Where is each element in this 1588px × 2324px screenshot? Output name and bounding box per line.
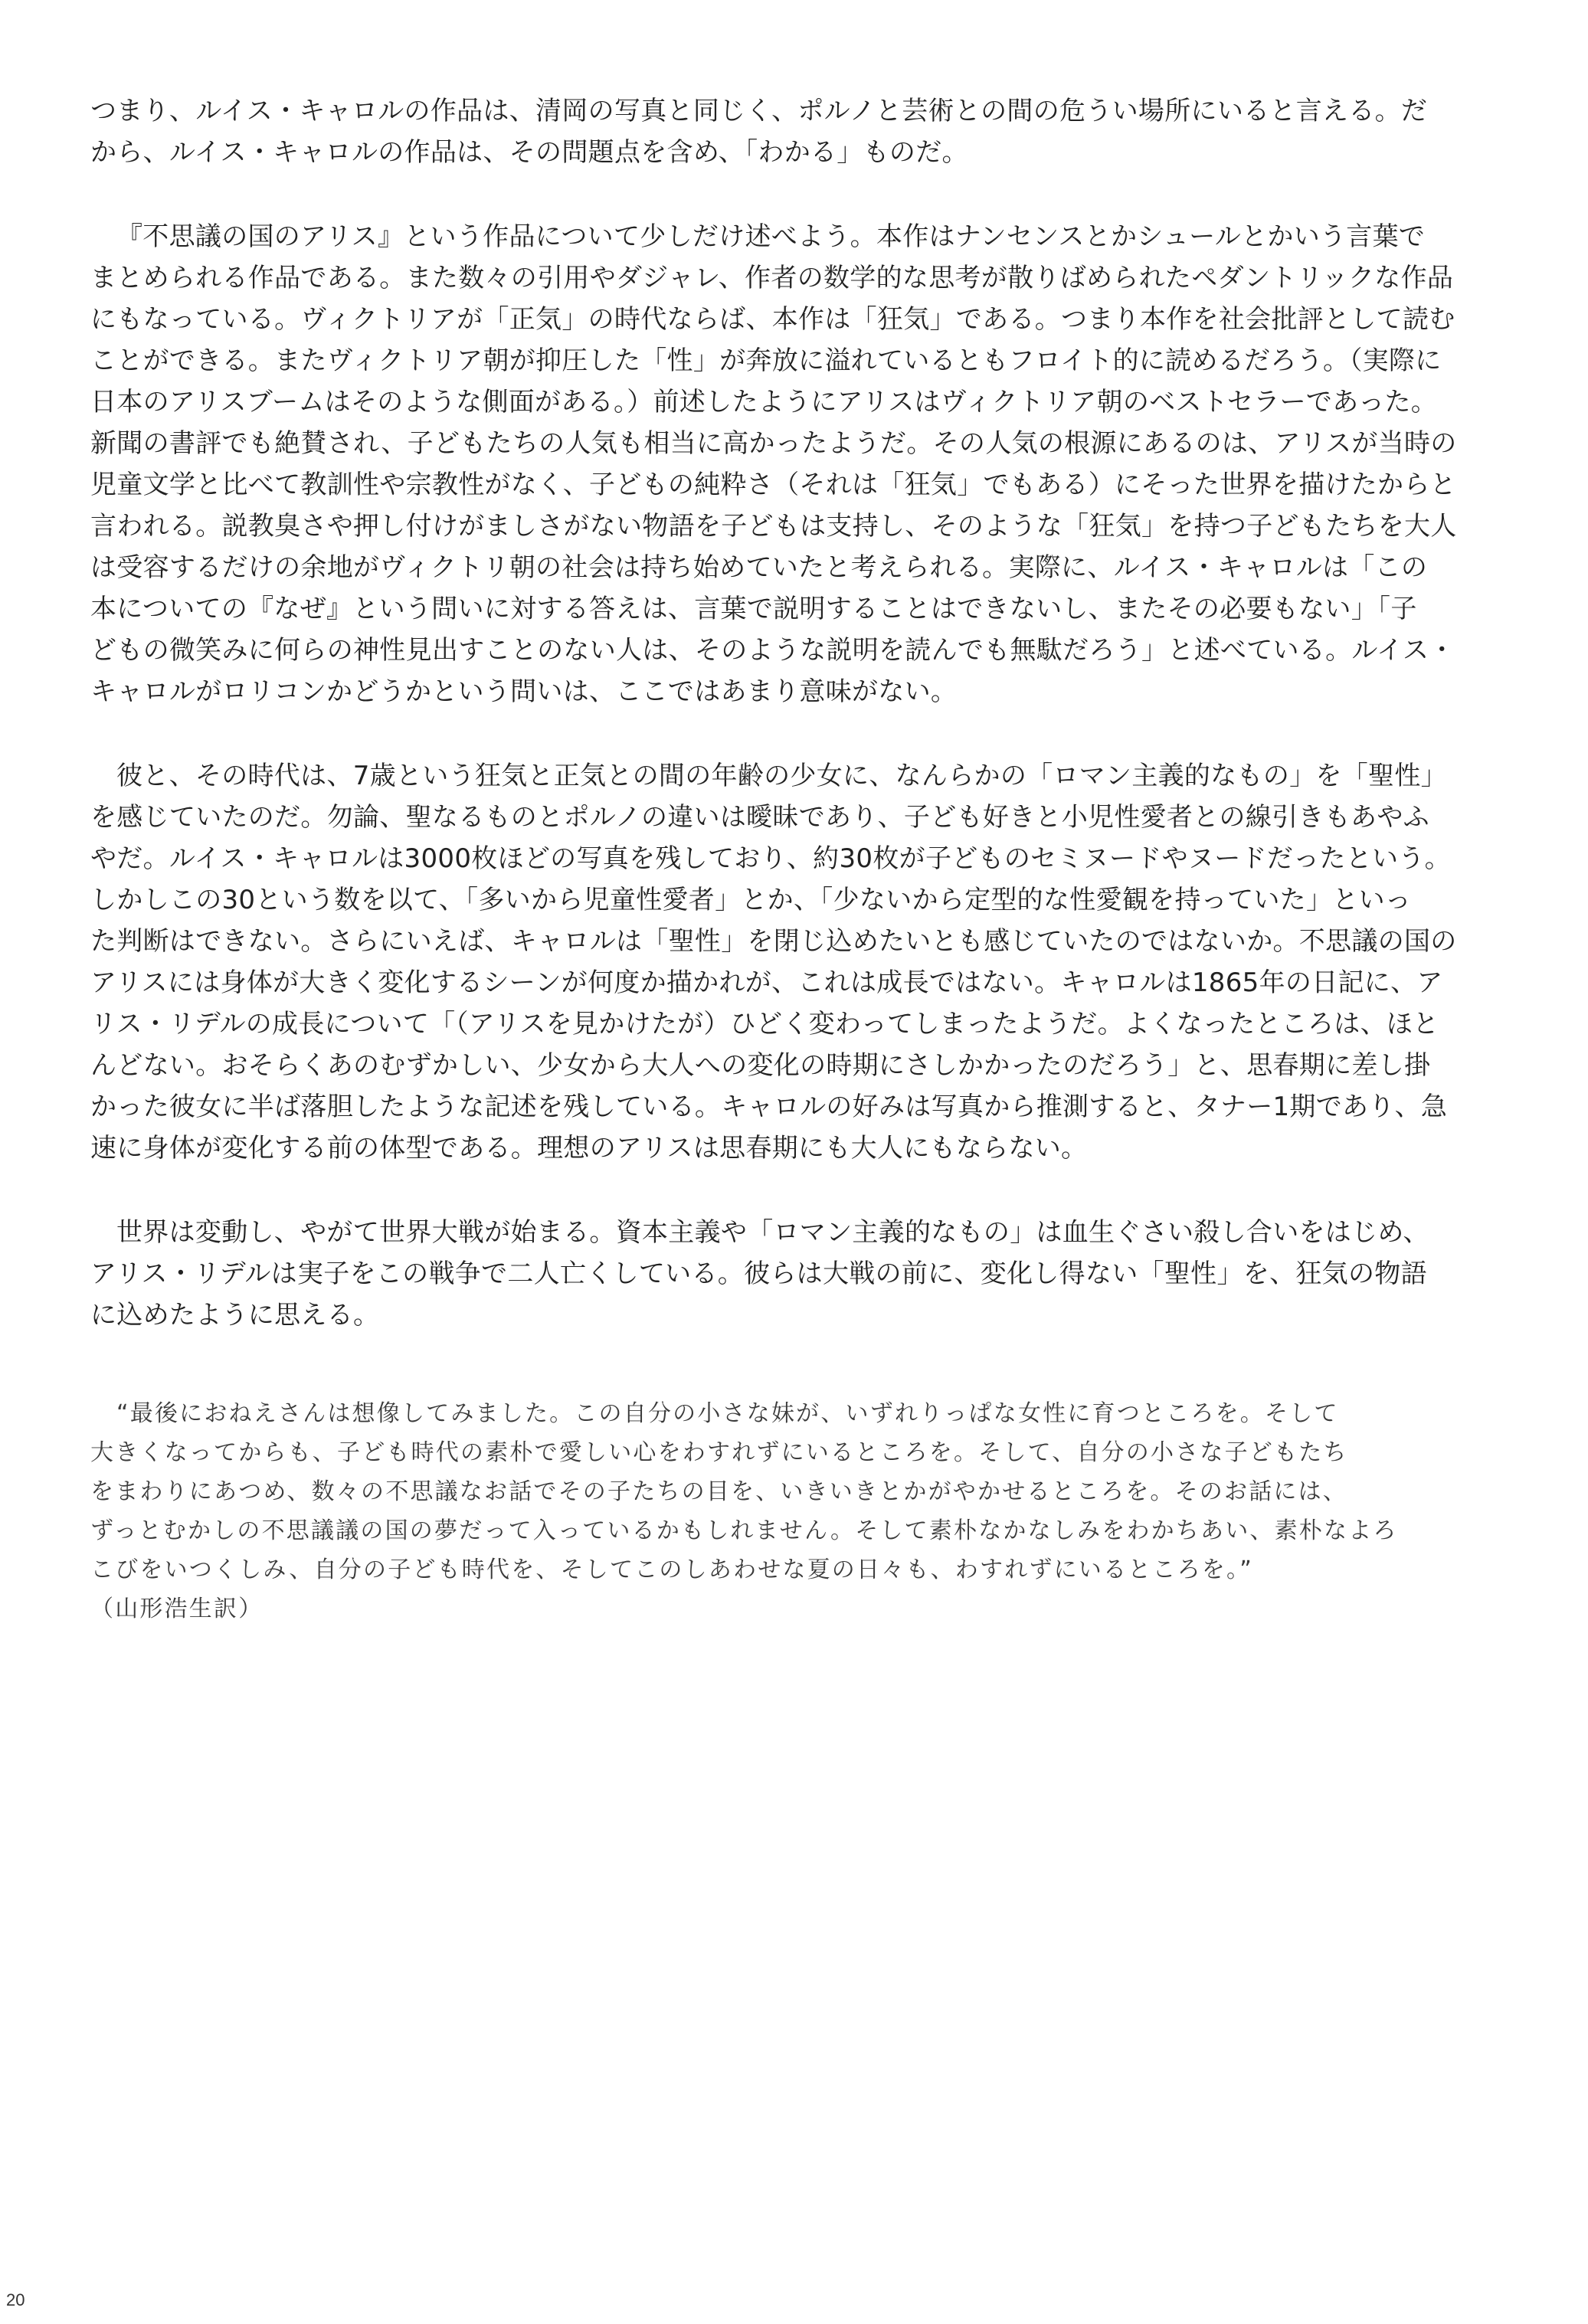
paragraph-3 — [90, 755, 1508, 1169]
essay-body — [90, 90, 1508, 1379]
text-line: 本についての『なぜ』という問いに対する答えは、言葉で説明することはできないし、またその必要もない」「子 — [90, 594, 1417, 624]
text-line: どもの微笑みに何らの神性見出すことのない人は、そのような説明を読んでも無駄だろう」と述べている。ルイス・ — [90, 635, 1455, 666]
paragraph-2 — [90, 216, 1508, 712]
quote-line: 大きくなってからも、子ども時代の素朴で愛しい心をわすれずにいるところを。そして、自分の小さな子どもたち — [90, 1439, 1348, 1466]
text-line: は受容するだけの余地がヴィクトリ朝の社会は持ち始めていたと考えられる。実際に、ルイス・キャロルは「この — [90, 552, 1428, 583]
quote-line: をまわりにあつめ、数々の不思議なお話でその子たちの目を、いきいきとかがやかせるところを。そのお話には、 — [90, 1478, 1347, 1505]
text-line: に込めたように思える。 — [90, 1300, 380, 1331]
text-line: 児童文学と比べて教訓性や宗教性がなく、子どもの純粋さ（それは「狂気」でもある）にそった世界を描けたからと — [90, 470, 1456, 500]
text-line: 彼と、その時代は、7歳という狂気と正気との間の年齢の少女に、なんらかの「ロマン主義的なもの」を「聖性」 — [116, 761, 1447, 791]
text-line: キャロルがロリコンかどうかという問いは、ここではあまり意味がない。 — [90, 676, 958, 707]
text-line: た判断はできない。さらにいえば、キャロルは「聖性」を閉じ込めたいとも感じていたのではないか。不思議の国の — [90, 926, 1457, 957]
text-line: 世界は変動し、やがて世界大戦が始まる。資本主義や「ロマン主義的なもの」は血生ぐさい殺し合いをはじめ、 — [116, 1217, 1429, 1248]
text-line: つまり、ルイス・キャロルの作品は、清岡の写真と同じく、ポルノと芸術との間の危うい場所にいると言える。だ — [90, 96, 1428, 126]
text-line: やだ。ルイス・キャロルは3000枚ほどの写真を残しており、約30枚が子どものセミヌードやヌードだったという。 — [90, 843, 1451, 874]
closing-quote — [90, 1394, 1515, 1628]
text-line: 速に身体が変化する前の体型である。理想のアリスは思春期にも大人にもならない。 — [90, 1133, 1088, 1164]
text-line: ことができる。またヴィクトリア朝が抑圧した「性」が奔放に溢れているともフロイト的に読めるだろう。（実際に — [90, 345, 1442, 376]
text-line: まとめられる作品である。また数々の引用やダジャレ、作者の数学的な思考が散りばめられたペダントリックな作品 — [90, 263, 1454, 293]
text-line: かった彼女に半ば落胆したような記述を残している。キャロルの好みは写真から推測すると、タナー1期であり、急 — [90, 1092, 1448, 1122]
quote-line: ずっとむかしの不思議議の国の夢だって入っているかもしれません。そして素朴なかなしみをわかちあい、素朴なよろ — [90, 1517, 1398, 1544]
text-line: 日本のアリスブームはそのような側面がある。）前述したようにアリスはヴィクトリア朝のベストセラーであった。 — [90, 387, 1438, 417]
text-line: 言われる。説教臭さや押し付けがましさがない物語を子どもは支持し、そのような「狂気」を持つ子どもたちを大人 — [90, 511, 1457, 542]
text-line: しかしこの30という数を以て、「多いから児童性愛者」とか、「少ないから定型的な性愛観を持っていた」といっ — [90, 885, 1412, 915]
text-line: 『不思議の国のアリス』という作品について少しだけ述べよう。本作はナンセンスとかシュールとかいう言葉で — [116, 221, 1426, 252]
text-line: 新聞の書評でも絶賛され、子どもたちの人気も相当に高かったようだ。その人気の根源にあるのは、アリスが当時の — [90, 428, 1457, 459]
page-number: 20 — [6, 2290, 25, 2309]
text-line: にもなっている。ヴィクトリアが「正気」の時代ならば、本作は「狂気」である。つまり本作を社会批評として読む — [90, 304, 1455, 335]
paragraph-4 — [90, 1212, 1508, 1336]
text-line: を感じていたのだ。勿論、聖なるものとポルノの違いは曖昧であり、子ども好きと小児性愛者との線引きもあやふ — [90, 802, 1429, 833]
text-line: から、ルイス・キャロルの作品は、その問題点を含め、「わかる」ものだ。 — [90, 137, 968, 168]
text-line: アリスには身体が大きく変化するシーンが何度か描かれが、これは成長ではない。キャロルは1865年の日記に、ア — [90, 967, 1443, 998]
quote-attribution: （山形浩生訳） — [90, 1596, 264, 1622]
text-line: んどない。おそらくあのむずかしい、少女から大人への変化の時期にさしかかったのだろう」と、思春期に差し掛 — [90, 1050, 1431, 1081]
quote-line: “最後におねえさんは想像してみました。この自分の小さな妹が、いずれりっぱな女性に育つところを。そして — [116, 1400, 1339, 1427]
quote-line: こびをいつくしみ、自分の子ども時代を、そしてこのしあわせな夏の日々も、わすれずにいるところを。” — [90, 1556, 1253, 1583]
text-line: アリス・リデルは実子をこの戦争で二人亡くしている。彼らは大戦の前に、変化し得ない「聖性」を、狂気の物語 — [90, 1259, 1427, 1289]
paragraph-1 — [90, 90, 1508, 173]
text-line: リス・リデルの成長について「（アリスを見かけたが）ひどく変わってしまったようだ。よくなったところは、ほと — [90, 1009, 1439, 1039]
